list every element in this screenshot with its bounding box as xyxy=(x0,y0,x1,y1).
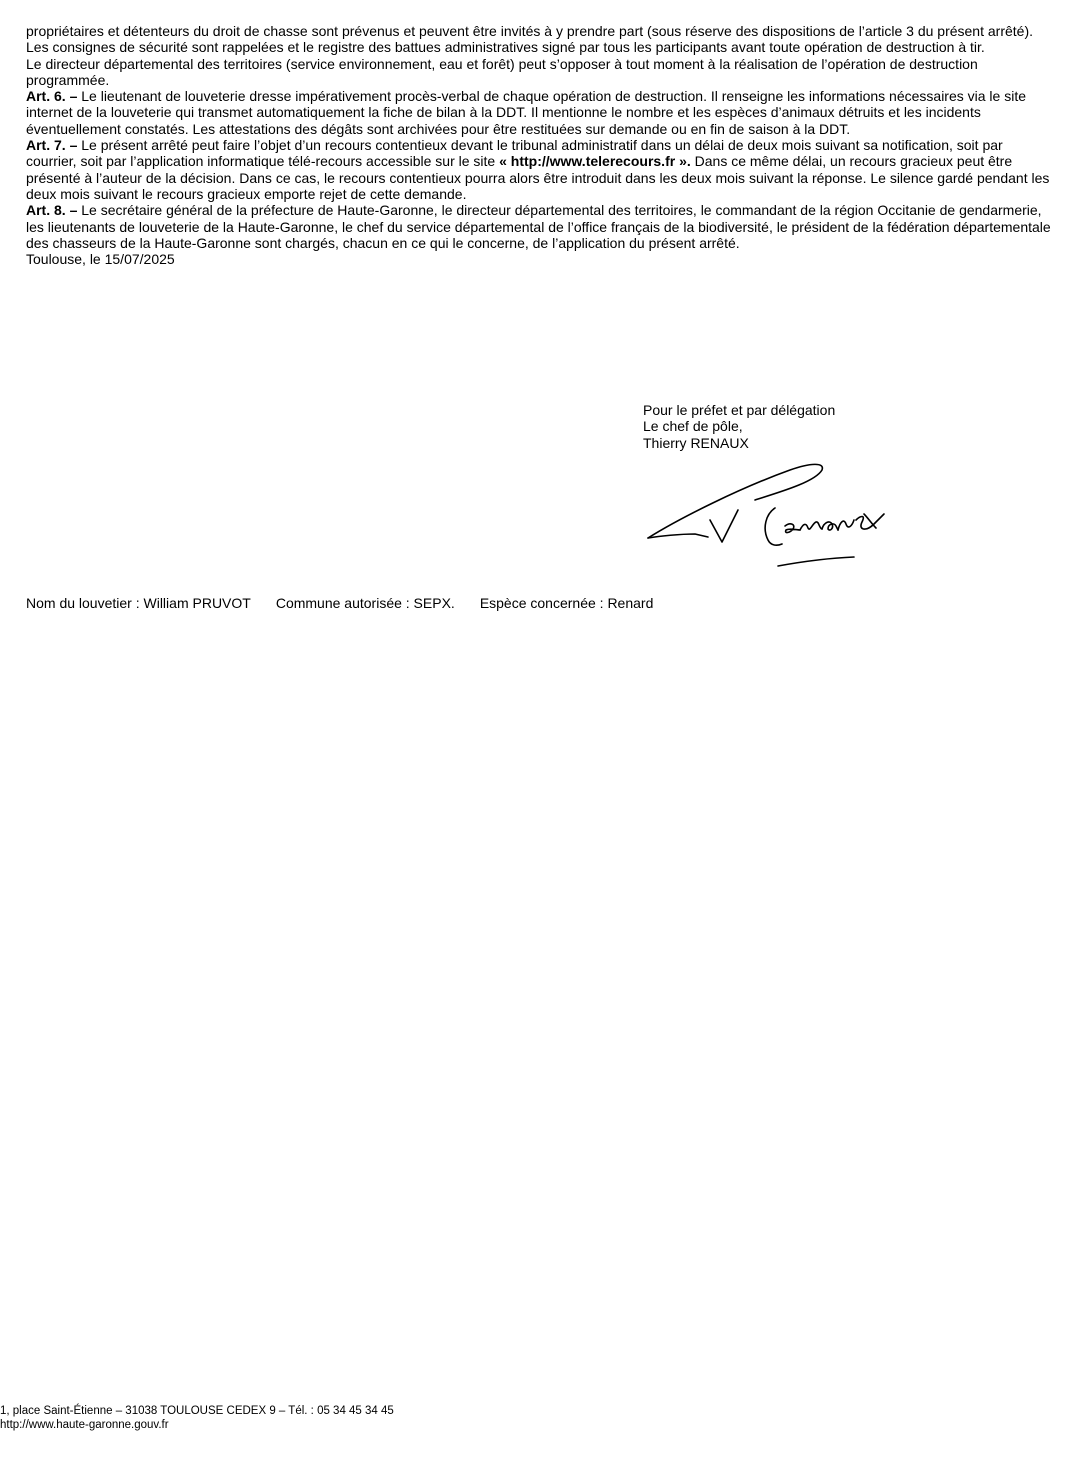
article-7-text-b: Dans ce même délai, un recours gracieux peut être présenté à l’auteur de la décision. Dans ce cas, le recours contentieux pourra alors être introduit dans les deux mois suivant la réponse. Le silence gardé pendant les deux mois suivant le recours gracieux emporte rejet de cette demande. xyxy=(26,153,1050,202)
handwritten-signature xyxy=(640,458,900,573)
signature-delegation: Pour le préfet et par délégation xyxy=(643,402,836,418)
document-body xyxy=(26,23,1056,267)
article-8-text: Le secrétaire général de la préfecture de Haute-Garonne, le directeur départemental des territoires, le commandant de la région Occitanie de gendarmerie, les lieutenants de louveterie de la Haute-Garonne, le chef du service départemental de l’office français de la biodiversité, le président de la fédération départementale des chasseurs de la Haute-Garonne sont chargés, chacun en ce qui le concerne, de l’application du présent arrêté. xyxy=(26,202,1051,251)
operation-info xyxy=(26,595,653,611)
footer-website[interactable]: http://www.haute-garonne.gouv.fr xyxy=(0,1419,169,1431)
signature-block xyxy=(643,402,835,451)
telerecours-link[interactable]: « http://www.telerecours.fr ». xyxy=(499,153,691,170)
article-7 xyxy=(26,137,1056,202)
footer-address: 1, place Saint-Étienne – 31038 TOULOUSE CEDEX 9 – Tél. : 05 34 45 34 45 xyxy=(0,1405,394,1417)
signature-role: Le chef de pôle, xyxy=(643,418,743,435)
article-6 xyxy=(26,88,1056,137)
article-6-label: Art. 6. – xyxy=(26,88,78,105)
paragraph-safety: Les consignes de sécurité sont rappelées et le registre des battues administratives signé par tous les participants avant toute opération de destruction à tir. xyxy=(26,39,985,56)
article-7-label: Art. 7. – xyxy=(26,137,78,154)
target-species: Espèce concernée : Renard xyxy=(479,595,654,611)
article-6-text: Le lieutenant de louveterie dresse impérativement procès-verbal de chaque opération de destruction. Il renseigne les informations nécessaires via le site internet de la louveterie qui transmet automatiquement la fiche de bilan à la DDT. Il mentionne le nombre et les espèces d’animaux détruits et les incidents éventuellement constatés. Les attestations des dégâts sont archivées pour être restituées sur demande ou en fin de saison à la DDT. xyxy=(26,88,1027,137)
article-8-label: Art. 8. – xyxy=(26,202,78,219)
page-footer xyxy=(0,1404,394,1432)
louvetier-name: Nom du louvetier : William PRUVOT xyxy=(26,595,251,611)
paragraph-director: Le directeur départemental des territoires (service environnement, eau et forêt) peut s’opposer à tout moment à la réalisation de l’opération de destruction programmée. xyxy=(26,55,978,88)
article-7-text-a: Le présent arrêté peut faire l’objet d’un recours contentieux devant le tribunal administratif dans un délai de deux mois suivant sa notification, soit par courrier, soit par l’application informatique télé-recours accessible sur le site xyxy=(26,137,1003,170)
paragraph-participants: propriétaires et détenteurs du droit de chasse sont prévenus et peuvent être invités à y prendre part (sous réserve des dispositions de l’article 3 du présent arrêté). xyxy=(26,23,1033,39)
article-8 xyxy=(26,202,1056,251)
authorized-commune: Commune autorisée : SEPX. xyxy=(275,595,455,611)
place-date: Toulouse, le 15/07/2025 xyxy=(26,251,175,268)
signature-name: Thierry RENAUX xyxy=(643,434,749,451)
